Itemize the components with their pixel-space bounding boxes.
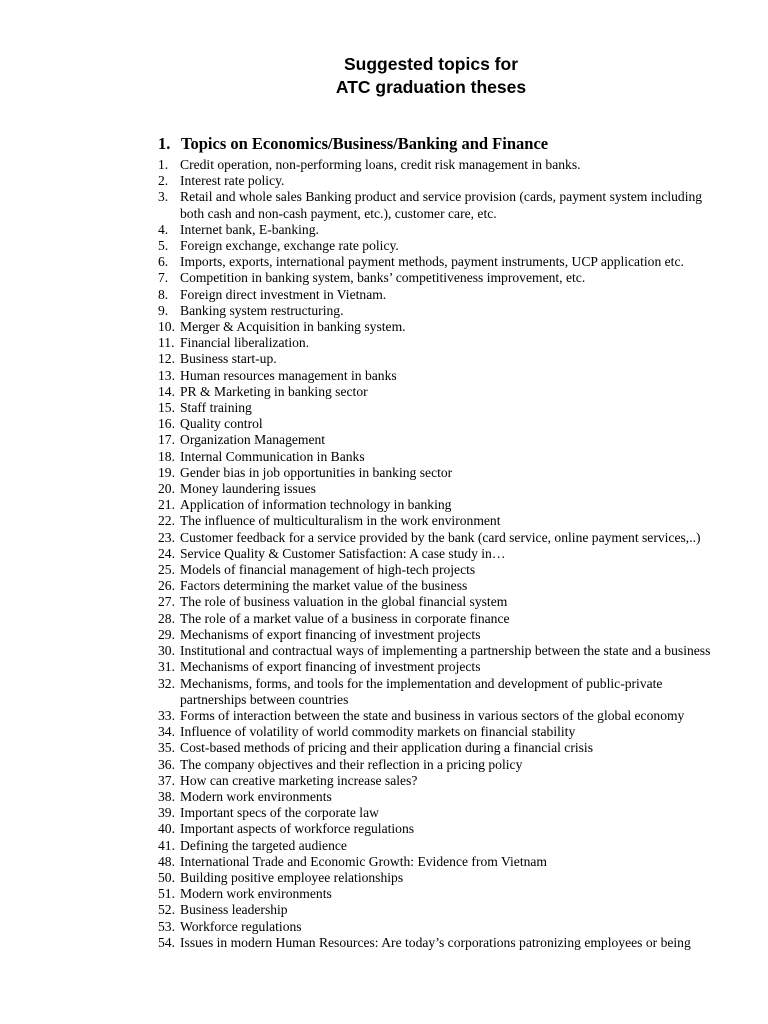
list-item-number: 14. — [158, 383, 175, 399]
list-item-text: Banking system restructuring. — [180, 302, 344, 318]
list-item-number: 38. — [158, 788, 175, 804]
list-item — [158, 189, 718, 221]
list-item-number: 23. — [158, 529, 175, 545]
list-item-number: 1. — [158, 157, 169, 172]
list-item-text: Organization Management — [180, 432, 326, 448]
list-item-text: Quality control — [180, 416, 263, 432]
list-item-number: 30. — [158, 643, 175, 659]
list-item-number: 32. — [158, 675, 175, 691]
list-item-number: 8. — [158, 286, 169, 302]
list-item — [158, 287, 718, 303]
list-item-number: 31. — [158, 659, 175, 675]
list-item-text: Mechanisms, forms, and tools for the implementation and development of public-private partnerships between countries — [180, 675, 663, 707]
list-item-text: Cost-based methods of pricing and their application during a financial crisis — [180, 740, 593, 756]
list-item-text: Forms of interaction between the state and business in various sectors of the global economy — [180, 707, 685, 723]
list-item-number: 29. — [158, 626, 175, 642]
list-item-number: 28. — [158, 610, 175, 626]
list-item-number: 5. — [158, 238, 169, 254]
list-item-number: 26. — [158, 578, 175, 594]
list-item-text: The role of business valuation in the global financial system — [180, 594, 508, 610]
list-item-number: 11. — [158, 335, 175, 351]
list-item-text: Business start-up. — [180, 351, 277, 367]
list-item-number: 35. — [158, 740, 175, 756]
list-item-text: Foreign direct investment in Vietnam. — [180, 286, 387, 302]
list-item-text: Human resources management in banks — [180, 367, 397, 383]
list-item — [158, 562, 718, 578]
list-item — [158, 708, 718, 724]
list-item-text: Modern work environments — [180, 886, 332, 902]
list-item — [158, 870, 718, 886]
list-item — [158, 384, 718, 400]
list-item — [158, 368, 718, 384]
list-item-number: 33. — [158, 707, 175, 723]
list-item-text: Customer feedback for a service provided by the bank (card service, online payment services,..) — [180, 529, 701, 545]
list-item — [158, 173, 718, 189]
list-item-number: 2. — [158, 173, 169, 189]
list-item-number: 21. — [158, 497, 175, 513]
list-item-number: 4. — [158, 221, 169, 237]
list-item-text: Imports, exports, international payment methods, payment instruments, UCP application etc. — [180, 254, 684, 270]
document-title — [0, 53, 768, 99]
list-item — [158, 157, 718, 173]
list-item-number: 27. — [158, 594, 175, 610]
list-item-number: 10. — [158, 319, 175, 335]
list-item-number: 36. — [158, 756, 175, 772]
list-item — [158, 222, 718, 238]
list-item-number: 53. — [158, 918, 175, 934]
list-item-number: 17. — [158, 432, 175, 448]
list-item — [158, 238, 718, 254]
list-item-text: The role of a market value of a business in corporate finance — [180, 610, 510, 626]
list-item-text: Staff training — [180, 400, 252, 416]
list-item — [158, 659, 718, 675]
list-item-text: Retail and whole sales Banking product and service provision (cards, payment system including both cash and non-cash payment, etc.), customer care, etc. — [180, 189, 703, 221]
list-item-text: Building positive employee relationships — [180, 869, 404, 885]
list-item-number: 40. — [158, 821, 175, 837]
list-item-number: 24. — [158, 545, 175, 561]
list-item-number: 48. — [158, 853, 175, 869]
list-item-number: 9. — [158, 302, 169, 318]
list-item-text: Interest rate policy. — [180, 173, 285, 189]
list-item-number: 39. — [158, 805, 175, 821]
list-item-number: 54. — [158, 934, 175, 950]
list-item — [158, 546, 718, 562]
list-item — [158, 935, 718, 951]
list-item — [158, 530, 718, 546]
list-item — [158, 902, 718, 918]
list-item-number: 20. — [158, 481, 175, 497]
section-title: Topics on Economics/Business/Banking and Finance — [181, 134, 549, 153]
list-item-text: Important aspects of workforce regulations — [180, 821, 415, 837]
list-item-text: The influence of multiculturalism in the work environment — [180, 513, 501, 529]
list-item — [158, 740, 718, 756]
list-item-text: Gender bias in job opportunities in banking sector — [180, 464, 453, 480]
title-line-2: ATC graduation theses — [335, 77, 527, 97]
list-item — [158, 757, 718, 773]
list-item — [158, 805, 718, 821]
list-item-text: Internal Communication in Banks — [180, 448, 365, 464]
list-item-text: Issues in modern Human Resources: Are today’s corporations patronizing employees or being — [180, 934, 691, 950]
list-item — [158, 254, 718, 270]
list-item — [158, 319, 718, 335]
list-item — [158, 270, 718, 286]
list-item — [158, 400, 718, 416]
list-item-number: 25. — [158, 562, 175, 578]
list-item-number: 3. — [158, 189, 169, 205]
title-line-1: Suggested topics for — [343, 54, 519, 74]
list-item-text: Business leadership — [180, 902, 288, 918]
list-item-text: International Trade and Economic Growth: Evidence from Vietnam — [180, 853, 547, 869]
list-item — [158, 513, 718, 529]
list-item — [158, 594, 718, 610]
list-item — [158, 449, 718, 465]
list-item — [158, 838, 718, 854]
list-item-text: Important specs of the corporate law — [180, 805, 379, 821]
list-item-number: 6. — [158, 254, 169, 270]
list-item-text: Foreign exchange, exchange rate policy. — [180, 238, 399, 254]
list-item-number: 7. — [158, 270, 169, 286]
list-item — [158, 432, 718, 448]
list-item — [158, 724, 718, 740]
list-item-number: 50. — [158, 869, 175, 885]
list-item-text: How can creative marketing increase sales? — [180, 772, 418, 788]
topic-list — [158, 157, 718, 951]
list-item-text: Models of financial management of high-tech projects — [180, 562, 476, 578]
list-item-text: Factors determining the market value of the business — [180, 578, 468, 594]
section-number: 1. — [158, 134, 171, 153]
list-item-text: Institutional and contractual ways of implementing a partnership between the state and a business — [180, 643, 711, 659]
list-item — [158, 627, 718, 643]
list-item-number: 52. — [158, 902, 175, 918]
list-item — [158, 643, 718, 659]
list-item — [158, 578, 718, 594]
list-item-number: 51. — [158, 886, 175, 902]
list-item-number: 41. — [158, 837, 175, 853]
list-item-number: 16. — [158, 416, 175, 432]
list-item — [158, 465, 718, 481]
list-item-text: Mechanisms of export financing of investment projects — [180, 626, 481, 642]
list-item-text: Internet bank, E-banking. — [180, 221, 319, 237]
section-heading — [158, 133, 548, 155]
list-item-number: 18. — [158, 448, 175, 464]
list-item-number: 37. — [158, 772, 175, 788]
list-item — [158, 416, 718, 432]
list-item-text: Mechanisms of export financing of investment projects — [180, 659, 481, 675]
list-item-text: Competition in banking system, banks’ competitiveness improvement, etc. — [180, 270, 586, 286]
list-item-text: Defining the targeted audience — [180, 837, 347, 853]
list-item — [158, 497, 718, 513]
list-item-text: Service Quality & Customer Satisfaction: A case study in… — [180, 545, 506, 561]
list-item — [158, 821, 718, 837]
list-item-number: 13. — [158, 367, 175, 383]
list-item-number: 19. — [158, 464, 175, 480]
list-item — [158, 773, 718, 789]
list-item-text: PR & Marketing in banking sector — [180, 383, 368, 399]
list-item-text: Money laundering issues — [180, 481, 316, 497]
list-item — [158, 886, 718, 902]
list-item — [158, 919, 718, 935]
list-item-text: Application of information technology in banking — [180, 497, 452, 513]
list-item-number: 15. — [158, 400, 175, 416]
list-item-text: Workforce regulations — [180, 918, 302, 934]
list-item-text: Credit operation, non-performing loans, credit risk management in banks. — [180, 157, 581, 172]
list-item-text: The company objectives and their reflection in a pricing policy — [180, 756, 523, 772]
list-item — [158, 303, 718, 319]
list-item-text: Financial liberalization. — [180, 335, 310, 351]
list-item-number: 34. — [158, 724, 175, 740]
list-item-number: 22. — [158, 513, 175, 529]
list-item — [158, 335, 718, 351]
list-item-text: Merger & Acquisition in banking system. — [180, 319, 406, 335]
list-item — [158, 789, 718, 805]
list-item — [158, 854, 718, 870]
list-item — [158, 611, 718, 627]
list-item — [158, 676, 718, 708]
list-item — [158, 481, 718, 497]
list-item-number: 12. — [158, 351, 175, 367]
list-item-text: Influence of volatility of world commodity markets on financial stability — [180, 724, 576, 740]
list-item-text: Modern work environments — [180, 788, 332, 804]
list-item — [158, 351, 718, 367]
